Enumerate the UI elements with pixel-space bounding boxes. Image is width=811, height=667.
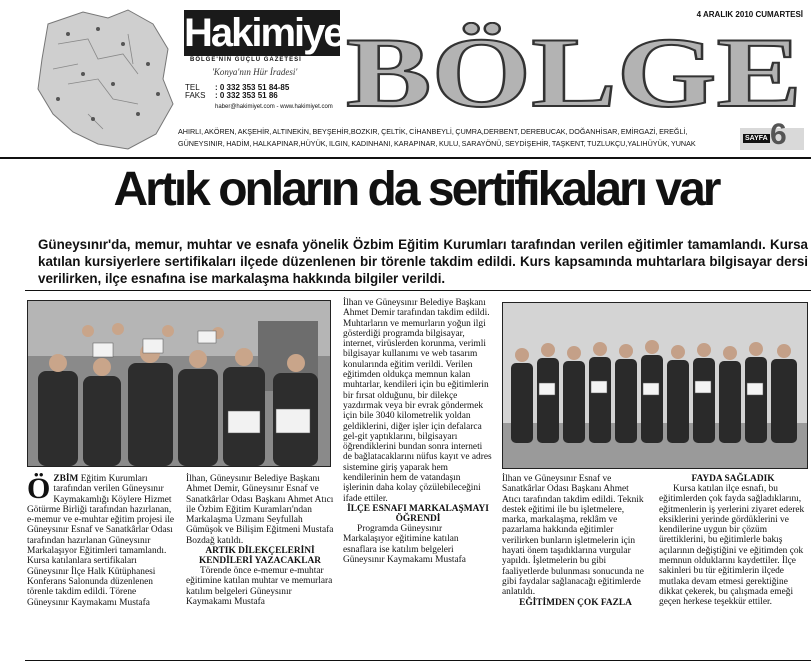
article-paragraph: İlhan ve Güneysınır Belediye Başkanı Ahmet Demir tarafından takdim edildi. Muhtarların ve memurların yoğun ilgi gösterdiği programda bilgisayar, internet, virüslerden korunma, verimli bilgisayar kullanımı ve web tasarım konularında eğitim verildi. Verilen eğitimden oldukça memnun kalan muhtarlar, kendileri için bu eğitimlerin bir fırsat olduğunu, bir dilekçe yazdırmak veya bir evrak göndermek için bile 3040 kilometrelik yoldan geldiklerini, diğer işler için defalarca gel-git yaptıklarını, bilgisayarı öğrendiklerini bundan sonra interneti de bağlatacaklarını nüfus kayıt ve adres sistemine giriş yaparak hem kendilerinin hem de vatandaşın işlerinin daha kolay çözülebileceğini ifade ettiler. [343, 298, 492, 504]
group-photo-left [27, 300, 331, 467]
article-column-2 [186, 474, 334, 607]
issue-date: 4 ARALIK 2010 CUMARTESİ [696, 10, 803, 19]
lead-word: ZBİM [53, 474, 79, 484]
divider [25, 660, 811, 661]
district-list-line: AHIRLI, AKÖREN, AKŞEHİR, ALTINEKİN, BEYŞEHİR,BOZKIR, ÇELTİK, CİHANBEYLİ, ÇUMRA,DERBENT, DEREBUCAK, DOĞANHİSAR, EMİRGAZİ, EREĞLİ, [178, 127, 688, 136]
article-headline: Artık onların da sertifikaları var [113, 163, 719, 216]
faks-label: FAKS [185, 91, 206, 100]
article-column-3 [343, 298, 493, 565]
logo-subtitle: BÖLGE'NİN GÜÇLÜ GAZETESİ [190, 57, 302, 63]
section-title [342, 22, 806, 122]
konya-region-map [28, 4, 178, 154]
paragraph-text: Eğitim Kurumları tarafından verilen Güneysınır Kaymakamlığı Köylere Hizmet Götürme Birliği tarafından hazırlanan, e-memur ve e-muhtar eğitim projesi ile Güneysınır Esnaf ve Sanatkârlar Odası tarafından hazırlanan Güneysınır Markalaşıyor Eğitimleri tamamlandı. Kursa katılanlara sertifikaları Güneysınır İlçe Halk Kütüphanesi Konferans Salonunda düzenlenen törenle takdim edildi. Törene Güneysınır Kaymakamı Mustafa [27, 474, 175, 608]
article-column-4 [502, 474, 649, 608]
article-subhead: İLÇE ESNAFI MARKALAŞMAYI ÖĞRENDİ [347, 503, 489, 524]
page-label: SAYFA [745, 135, 768, 142]
article-subhead: FAYDA SAĞLADIK [691, 474, 775, 484]
article-column-5 [659, 474, 807, 608]
article-paragraph [27, 474, 177, 608]
section-title-text: BÖLGE [346, 22, 802, 122]
article-subhead: ARTIK DİLEKÇELERİNİ KENDİLERİ YAZACAKLAR [199, 546, 321, 567]
tel-label: TEL [185, 83, 200, 92]
divider [25, 290, 811, 291]
newspaper-logo: Hakimiyet [184, 11, 355, 55]
group-photo-left-image [28, 301, 330, 466]
district-list-line: GÜNEYSINIR, HADİM, HALKAPINAR,HÜYÜK, ILGIN, KADINHANI, KARAPINAR, KULU, SARAYÖNÜ, SEYDİŞEHİR, TAŞKENT, TUZLUKÇU,YALIHÜYÜK, YUNAK [178, 139, 696, 148]
article-deck: Güneysınır'da, memur, muhtar ve esnafa yönelik Özbim Eğitim Kurumları tarafından verilen eğitimler tamamlandı. Kursa katılan kursiyerlere sertifikaları ilçede düzenlenen bir törenle takdim edildi. Kurs kapsamında muhtarlara bilgisayar dersi verilirken, ilçe esnafına ise markalaşma hakkında bilgiler verildi. [38, 237, 808, 286]
group-photo-right-image [503, 303, 807, 468]
article-column-1 [27, 474, 177, 608]
article-paragraph: Kursa katılan ilçe esnafı, bu eğitimlerden çok fayda sağladıklarını, eğitmenlerin iş yerlerini ziyaret ederek eksiklerini yerinde gördüklerini ve kendilerine uygun bir çözüm ürettiklerini, bu eğitimlerle bakış açılarının değiştiğini ve eğitimden çok memnun olduklarını kaydettiler. İlçe sakinleri bu tür eğitimlerin ilçede mutlaka devam etmesi gerektiğine dikkat çekerek, bu çalışmada emeği geçen herkese teşekkür ettiler. [659, 484, 805, 608]
article-paragraph: İlhan, Güneysınır Belediye Başkanı Ahmet Demir, Güneysınır Esnaf ve Sanatkârlar Odası Başkanı Ahmet Atıcı ile Özbim Eğitim Kuramları'ndan Markalaşma Uzmanı Seyfullah Gümüşok ve Bilişim Eğitmeni Mustafa Bozdağ katıldı. [186, 474, 334, 546]
article-subhead: EĞİTİMDEN ÇOK FAZLA [519, 597, 632, 608]
article-paragraph: Programda Güneysınır Markalaşıyor eğitimine katılan esnaflara ise katılım belgeleri Güneysınır Kaymakamı Mustafa [343, 523, 466, 565]
page-number: 6 [770, 118, 787, 151]
article-paragraph: Törende önce e-memur e-muhtar eğitimine katılan muhtar ve memurlara katılım belgeleri Güneysınır Kaymakamı Mustafa [186, 566, 333, 607]
tel-value: : 0 332 353 51 84-85 [215, 83, 290, 92]
group-photo-right [502, 302, 808, 469]
article-paragraph: İlhan ve Güneysınır Esnaf ve Sanatkârlar Odası Başkanı Ahmet Atıcı tarafından takdim edildi. Teknik destek eğitimi ile bu işletmelere, marka, markalaşma, reklâm ve pazarlama hakkında eğitimler verilirken bunların işletmelerin için hayati önem taşıdıklarına vurgular yapıldı. İşletmelerin bu gibi faaliyetlerde bulunması sonucunda ne gibi faydalar sağlanacağı eğitimlerde anlatıldı. [502, 474, 644, 598]
contact-email: haber@hakimiyet.com - www.hakimiyet.com [215, 104, 333, 110]
slogan: 'Konya'nın Hür İradesi' [212, 67, 298, 77]
district-list [178, 126, 734, 150]
drop-cap: Ö [27, 472, 51, 505]
divider [0, 157, 811, 159]
faks-value: : 0 332 353 51 86 [215, 91, 278, 100]
